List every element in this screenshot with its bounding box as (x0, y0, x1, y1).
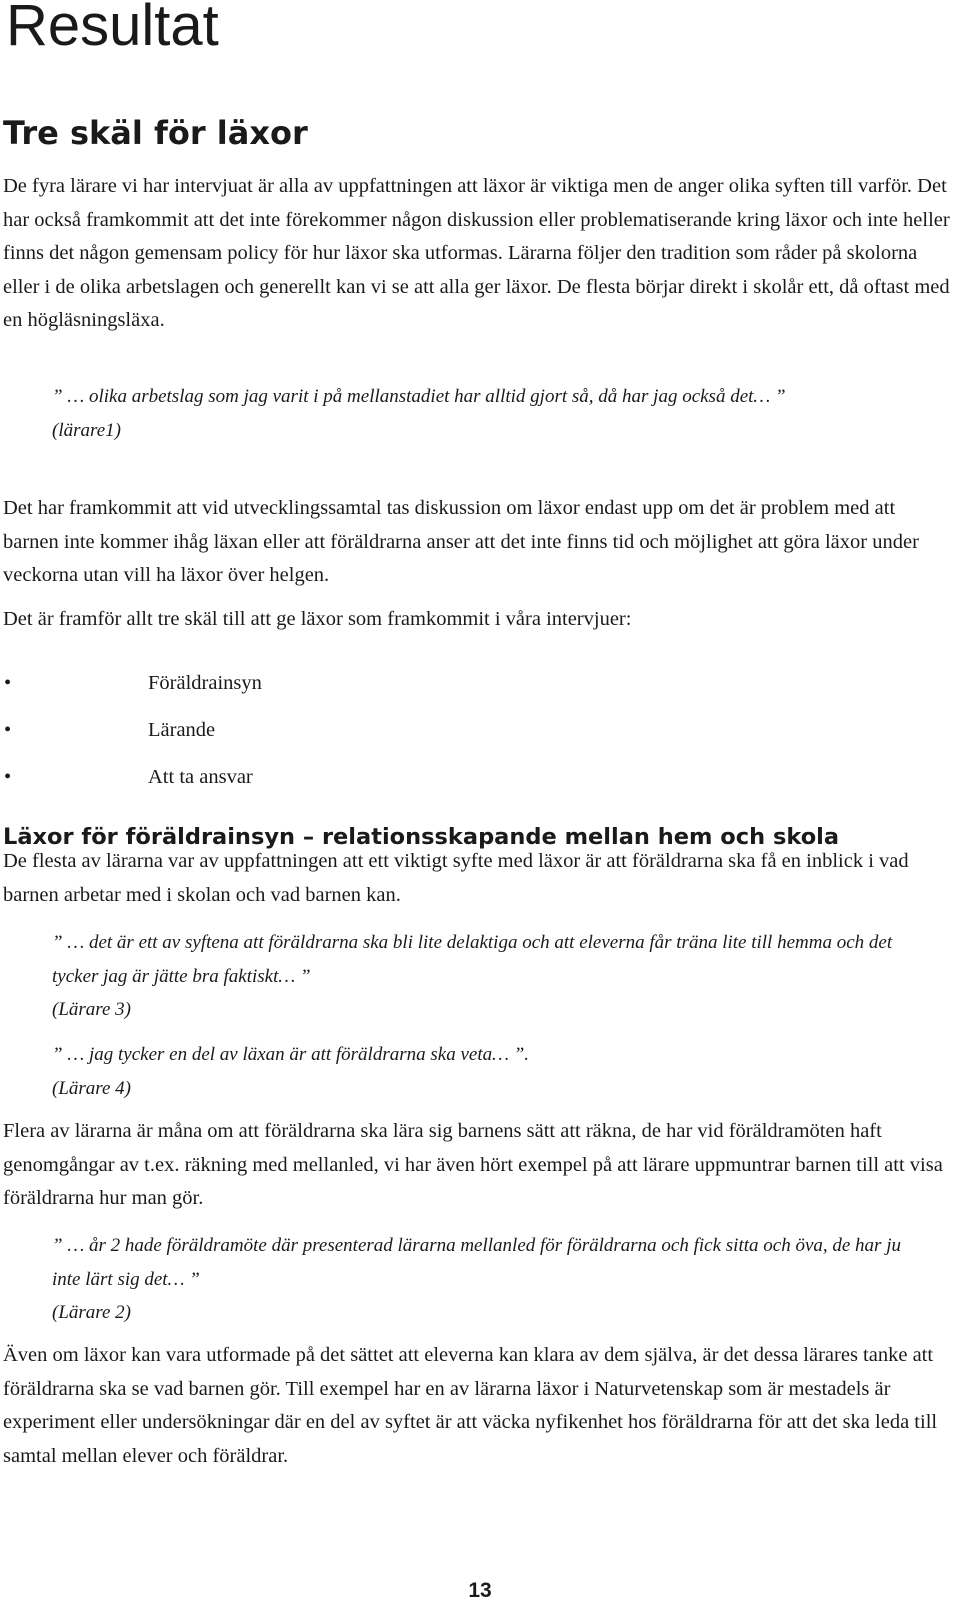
list-item-label: Lärande (148, 719, 216, 741)
quote-text: ” … olika arbetslag som jag varit i på mellanstadiet har alltid gjort så, då har jag också det… ” (52, 386, 786, 407)
list-item (0, 714, 700, 761)
list-item (0, 761, 700, 808)
quote-citation: (Lärare 3) (52, 999, 131, 1020)
quote-citation: (lärare1) (52, 419, 121, 441)
paragraph-intro: De fyra lärare vi har intervjuat är alla av uppfattningen att läxor är viktiga men de anger olika syften till varför. Det har också framkommit att det inte förekommer någon diskussion eller problematiserande kring läxor och inte heller finns det någon gemensam policy för hur läxor ska utformas. Lärarna följer den tradition som råder på skolorna eller i de olika arbetslagen och generellt kan vi se att alla ger läxor. De flesta börjar direkt i skolår ett, då oftast med en högläsningsläxa. (3, 175, 950, 331)
quote-text: ” … år 2 hade föräldramöte där presenterad lärarna mellanled för föräldrarna och fick sitta och öva, de har ju inte lärt sig det… ” (52, 1235, 901, 1290)
page-number: 13 (468, 1579, 492, 1602)
page-heading: Resultat (6, 0, 219, 58)
quote-citation: (Lärare 4) (52, 1077, 131, 1099)
section-heading-tre-skal: Tre skäl för läxor (3, 114, 308, 152)
paragraph-foraldrainsyn: De flesta av lärarna var av uppfattningen att ett viktigt syfte med läxor är att föräldrarna ska få en inblick i vad barnen arbetar med i skolan och vad barnen kan. (3, 850, 909, 906)
quote-text: ” … det är ett av syftena att föräldrarna ska bli lite delaktiga och att eleverna får träna lite till hemma och det tycker jag är jätte bra faktiskt… ” (52, 932, 893, 987)
quote-text: ” … jag tycker en del av läxan är att föräldrarna ska veta… ”. (52, 1044, 530, 1065)
bullet-icon: • (4, 766, 12, 788)
paragraph-utvecklingssamtal: Det har framkommit att vid utvecklingssamtal tas diskussion om läxor endast upp om det är problem med att barnen inte kommer ihåg läxan eller att föräldrarna anser att det inte finns tid och möjlighet att göra läxor under veckorna utan vill ha läxor över helgen. (3, 497, 919, 586)
list-item (0, 667, 700, 714)
quote-larare3 (52, 926, 932, 1027)
section-heading-foraldrainsyn: Läxor för föräldrainsyn – relationsskapande mellan hem och skola (3, 824, 840, 850)
paragraph-naturvetenskap: Även om läxor kan vara utformade på det sättet att eleverna kan klara av dem själva, är det dessa lärares tanke att föräldrarna ska se vad barnen gör. Till exempel har en av lärarna läxor i Naturvetenskap som är mestadels är experiment eller undersökningar där en del av syftet är att väcka nyfikenhet hos föräldrarna för att det ska leda till samtal mellan elever och föräldrar. (3, 1344, 938, 1467)
quote-citation: (Lärare 2) (52, 1302, 131, 1323)
list-item-label: Föräldrainsyn (148, 672, 262, 694)
paragraph-rakning: Flera av lärarna är måna om att föräldrarna ska lära sig barnens sätt att räkna, de har vid föräldramöten haft genomgångar av t.ex. räkning med mellanled, vi har även hört exempel på att lärare uppmuntrar barnen till att visa föräldrarna hur man gör. (3, 1120, 943, 1209)
quote-larare1 (52, 380, 932, 447)
paragraph-tre-skal-intro: Det är framför allt tre skäl till att ge läxor som framkommit i våra intervjuer: (3, 608, 632, 630)
bullet-icon: • (4, 672, 12, 694)
quote-larare4 (52, 1038, 932, 1105)
bullet-icon: • (4, 719, 12, 741)
reasons-bullet-list (0, 667, 700, 808)
quote-larare2 (52, 1229, 932, 1330)
list-item-label: Att ta ansvar (148, 766, 253, 788)
